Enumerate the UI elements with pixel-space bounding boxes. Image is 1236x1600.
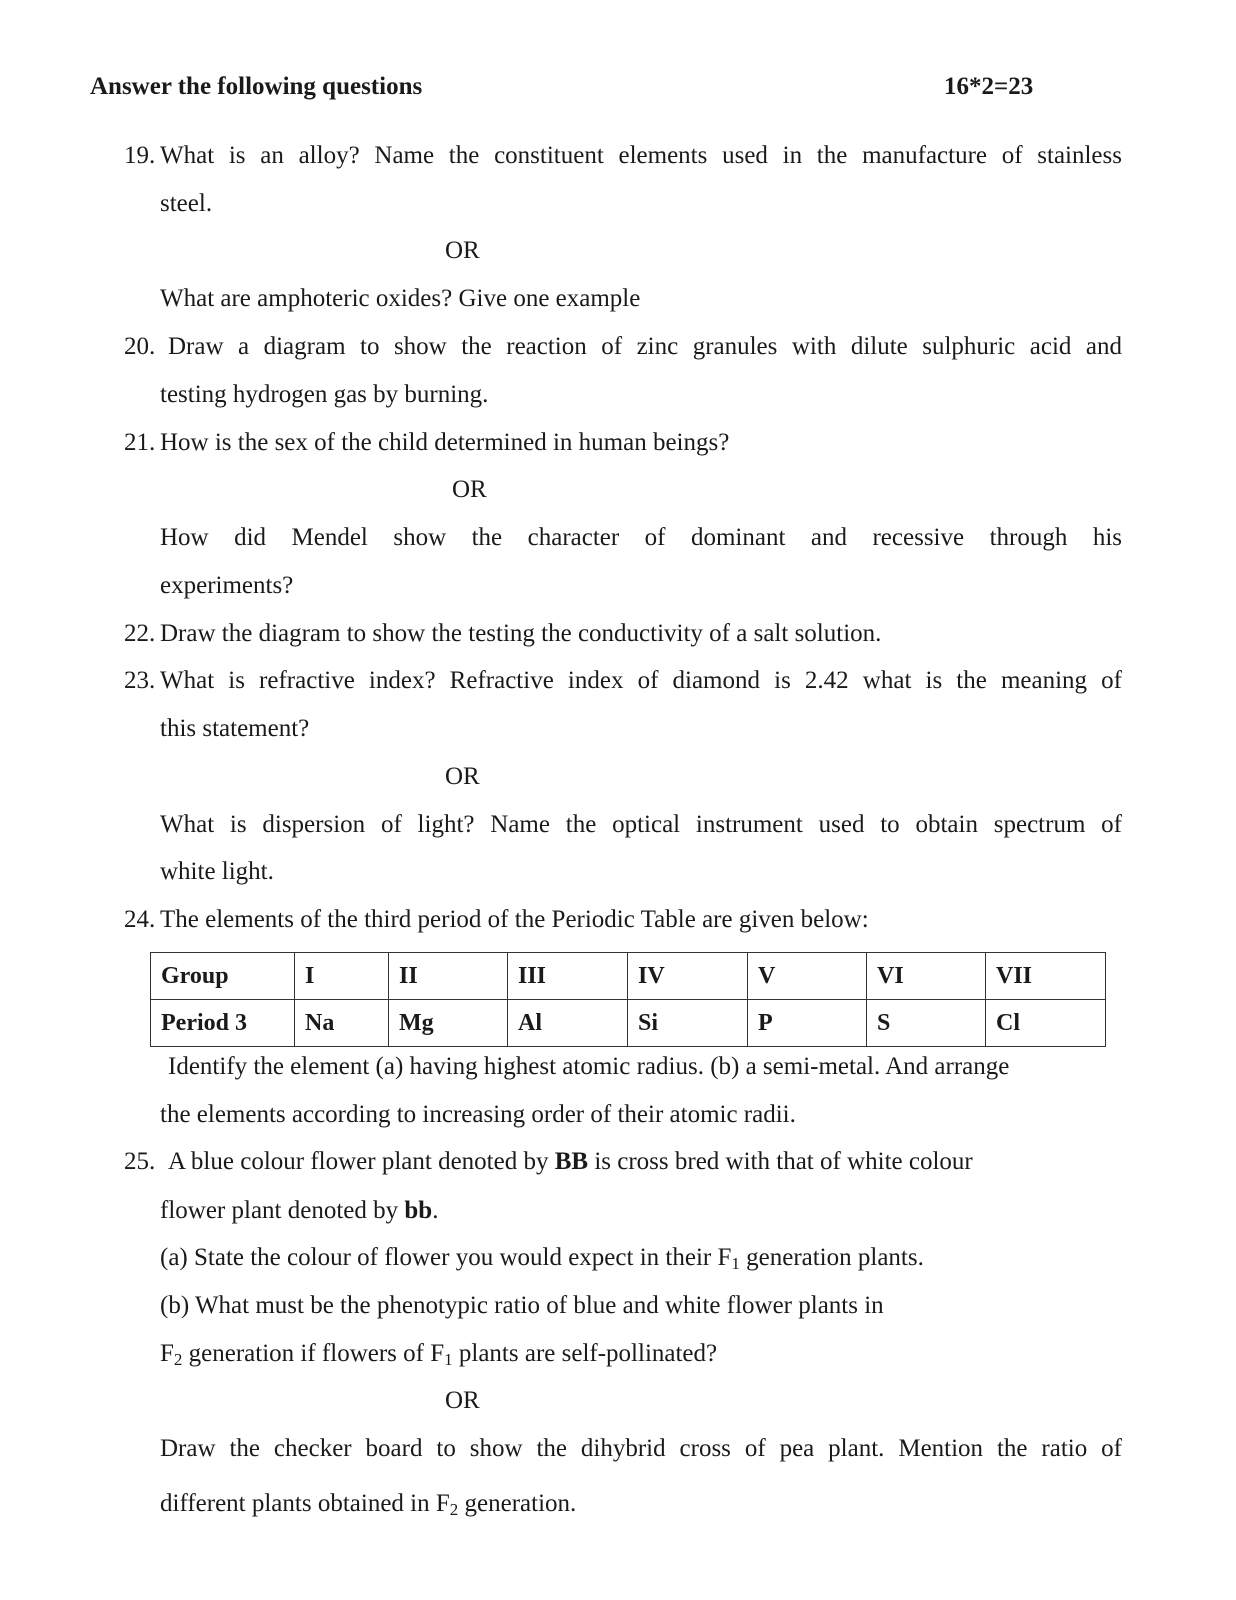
table-cell: IV [628, 953, 748, 1000]
table-cell: Al [508, 1000, 628, 1047]
question-25-alternative-cont [160, 1489, 576, 1519]
genotype-bb: bb [404, 1197, 433, 1224]
part-a-sub: 1 [731, 1254, 740, 1273]
question-25-part-b-cont [160, 1339, 717, 1369]
question-25-text2-c: . [432, 1197, 439, 1224]
question-24-instruction-cont: the elements according to increasing order of their atomic radii. [160, 1101, 796, 1128]
question-21-alternative: How did Mendel show the character of dominant and recessive through his [160, 524, 1122, 551]
question-20-text-cont: testing hydrogen gas by burning. [160, 381, 489, 408]
question-23-text: What is refractive index? Refractive index of diamond is 2.42 what is the meaning of [160, 667, 1122, 694]
or-separator-19: OR [445, 237, 480, 264]
part-a-post: generation plants. [739, 1244, 924, 1271]
part-b-sub: 2 [173, 1350, 183, 1369]
marks-label: 16*2=23 [944, 73, 1034, 100]
question-25-text2-a: flower plant denoted by [160, 1197, 405, 1224]
question-22-text: Draw the diagram to show the testing the conductivity of a salt solution. [160, 620, 882, 647]
table-cell: S [867, 1000, 986, 1047]
table-cell: Group [151, 953, 295, 1000]
or-separator-21: OR [452, 476, 487, 503]
question-19-number: 19. [124, 142, 156, 169]
part-b-post: plants are self-pollinated? [452, 1340, 718, 1367]
question-19-text-cont: steel. [160, 190, 213, 217]
question-25-part-a [160, 1243, 924, 1273]
question-23-number: 23. [124, 667, 156, 694]
question-21-text: How is the sex of the child determined in human beings? [160, 429, 730, 456]
periodic-table [150, 952, 1106, 1047]
genotype-BB: BB [554, 1148, 589, 1175]
question-19-text: What is an alloy? Name the constituent elements used in the manufacture of stainless [160, 142, 1122, 169]
question-25-part-b: (b) What must be the phenotypic ratio of blue and white flower plants in [160, 1292, 884, 1319]
question-25-alternative: Draw the checker board to show the dihybrid cross of pea plant. Mention the ratio of [160, 1435, 1122, 1462]
question-20-text: Draw a diagram to show the reaction of zinc granules with dilute sulphuric acid and [168, 333, 1122, 360]
alt-pre: different plants obtained in F [160, 1490, 450, 1517]
part-a-pre: (a) State the colour of flower you would expect in their F [160, 1244, 732, 1271]
part-b-sub2: 1 [444, 1350, 453, 1369]
question-23-text-cont: this statement? [160, 715, 310, 742]
table-cell: Mg [389, 1000, 508, 1047]
or-separator-23: OR [445, 763, 480, 790]
question-25-number-text: 25. [124, 1148, 156, 1175]
question-25-text-cont [160, 1196, 438, 1226]
question-23-alternative-cont: white light. [160, 858, 274, 885]
question-24-instruction: Identify the element (a) having highest atomic radius. (b) a semi-metal. And arrange [168, 1053, 1010, 1080]
table-cell: Si [628, 1000, 748, 1047]
table-cell: VII [986, 953, 1106, 1000]
question-22-number: 22. [124, 620, 156, 647]
table-row [151, 953, 1106, 1000]
table-row [151, 1000, 1106, 1047]
question-24-text: The elements of the third period of the Periodic Table are given below: [160, 906, 869, 933]
table-cell: P [748, 1000, 867, 1047]
alt-post: generation. [458, 1490, 577, 1517]
table-cell: II [389, 953, 508, 1000]
question-21-number: 21. [124, 429, 156, 456]
part-b-mid: generation if flowers of F [182, 1340, 445, 1367]
table-cell: VI [867, 953, 986, 1000]
table-cell: Period 3 [151, 1000, 295, 1047]
question-25-text-c: is cross bred with that of white colour [588, 1148, 973, 1175]
question-25-text [168, 1147, 973, 1177]
table-cell: Cl [986, 1000, 1106, 1047]
table-cell: Na [295, 1000, 389, 1047]
or-separator-25: OR [445, 1387, 480, 1414]
question-21-alternative-cont: experiments? [160, 572, 294, 599]
question-20-number: 20. [124, 333, 156, 360]
table-cell: III [508, 953, 628, 1000]
question-25-text-a: A blue colour flower plant denoted by [168, 1148, 555, 1175]
table-cell: V [748, 953, 867, 1000]
part-b-pre: F [160, 1340, 174, 1367]
alt-sub: 2 [449, 1500, 459, 1519]
question-24-number: 24. [124, 906, 156, 933]
table-cell: I [295, 953, 389, 1000]
page-title: Answer the following questions [90, 73, 423, 100]
question-23-alternative: What is dispersion of light? Name the optical instrument used to obtain spectrum of [160, 811, 1122, 838]
question-19-alternative: What are amphoteric oxides? Give one example [160, 285, 641, 312]
question-25-number [124, 1147, 155, 1177]
